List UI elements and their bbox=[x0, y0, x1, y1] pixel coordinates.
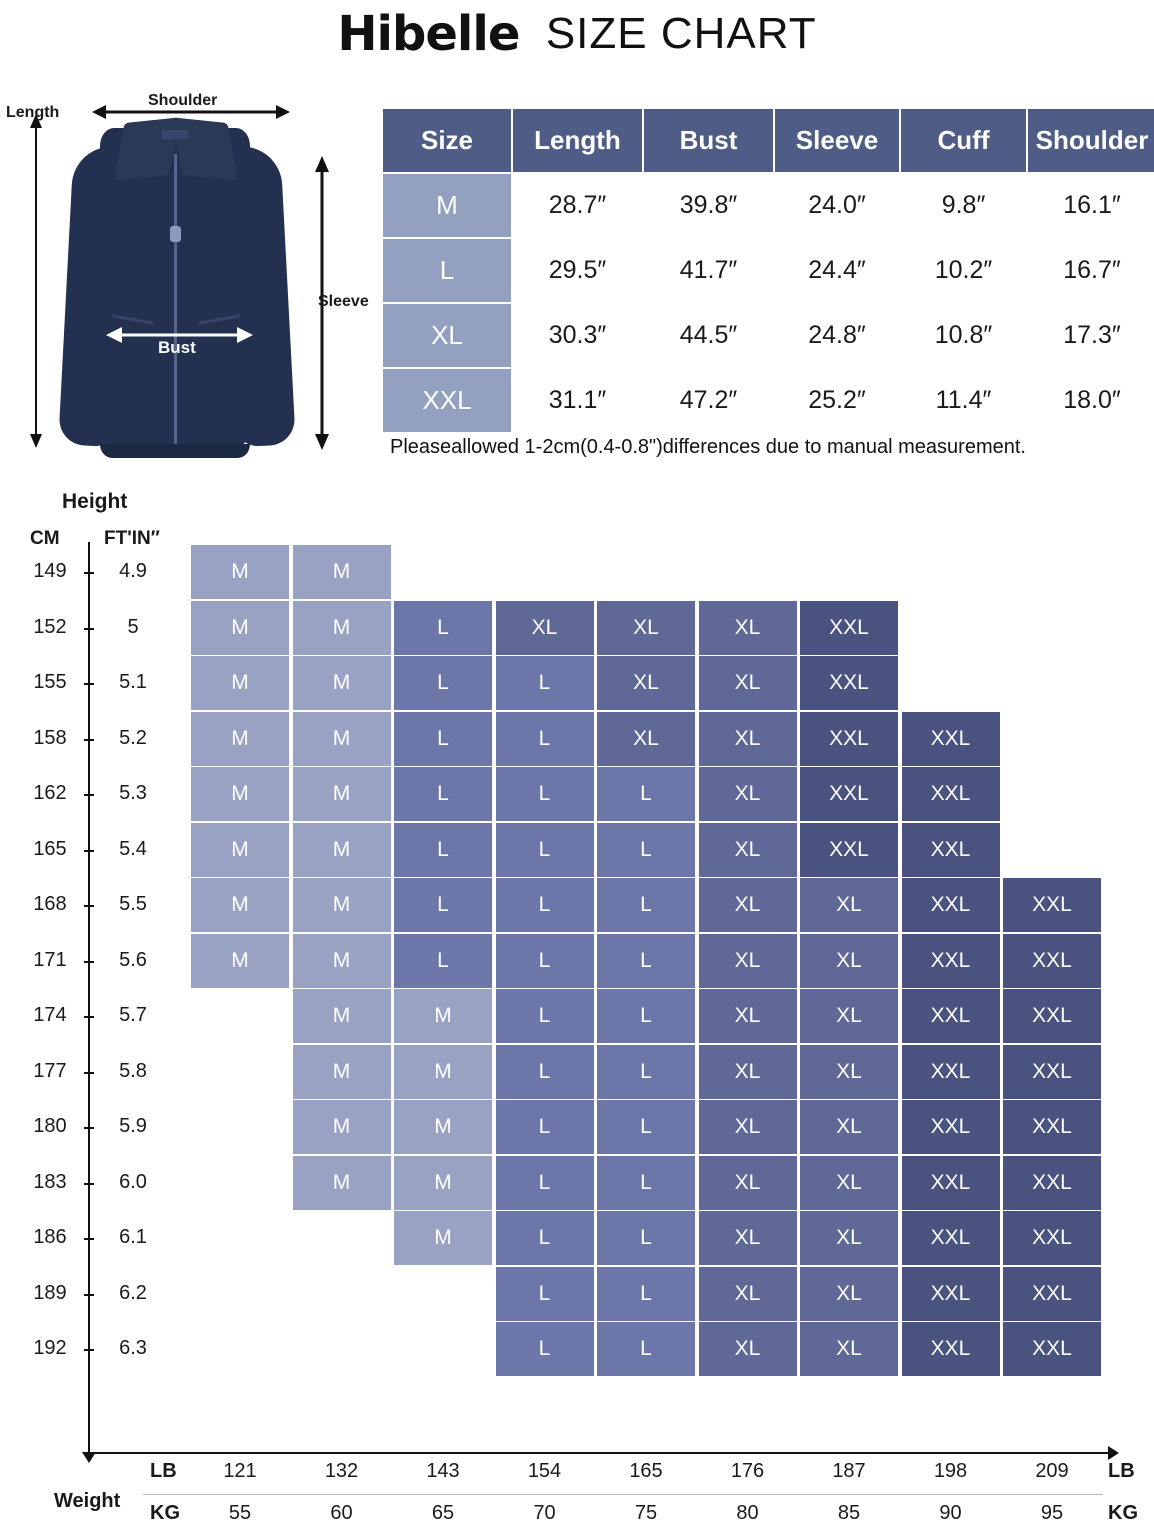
matrix-cell-m: M bbox=[293, 1156, 391, 1210]
kg-tick-label: 75 bbox=[634, 1502, 658, 1524]
lb-tick-label: 176 bbox=[730, 1460, 765, 1482]
cell-cuff: 10.8″ bbox=[900, 303, 1027, 368]
cm-column-header: CM bbox=[30, 528, 60, 549]
matrix-cell-xl: XL bbox=[699, 712, 797, 766]
matrix-cell-m: M bbox=[293, 545, 391, 599]
cm-tick-label: 165 bbox=[33, 837, 67, 860]
lb-tick-label: 165 bbox=[629, 1460, 663, 1482]
lb-tick-label: 132 bbox=[324, 1460, 359, 1482]
height-axis-title: Height bbox=[62, 490, 128, 513]
matrix-cell-xxl: XXL bbox=[1003, 1211, 1101, 1265]
column-header-bust: Bust bbox=[643, 108, 774, 173]
cell-size: L bbox=[382, 238, 512, 303]
matrix-cell-xl: XL bbox=[699, 878, 797, 932]
jacket-graphic bbox=[58, 108, 296, 458]
matrix-cell-l: L bbox=[496, 656, 594, 710]
ftin-column-header: FT'IN″ bbox=[104, 528, 160, 549]
matrix-cell-l: L bbox=[597, 989, 695, 1043]
kg-tick-label: 60 bbox=[330, 1502, 353, 1524]
ftin-tick-label: 5.4 bbox=[119, 837, 147, 860]
matrix-cell-l: L bbox=[597, 1211, 695, 1265]
cell-length: 29.5″ bbox=[512, 238, 643, 303]
garment-illustration bbox=[6, 88, 376, 478]
matrix-cell-xxl: XXL bbox=[800, 823, 898, 877]
cell-sleeve: 24.4″ bbox=[774, 238, 900, 303]
cm-tick-label: 162 bbox=[33, 782, 67, 804]
cell-shoulder: 17.3″ bbox=[1027, 303, 1154, 368]
matrix-cell-xxl: XXL bbox=[902, 934, 1000, 988]
ftin-tick-label: 6.1 bbox=[119, 1226, 147, 1248]
cell-size: XXL bbox=[382, 368, 512, 433]
matrix-cell-l: L bbox=[496, 1211, 594, 1265]
ftin-tick-label: 5.1 bbox=[119, 671, 147, 693]
kg-header-right: KG bbox=[1108, 1502, 1138, 1524]
matrix-cell-xl: XL bbox=[800, 1211, 898, 1265]
length-label: Length bbox=[6, 104, 60, 121]
cm-tick-label: 171 bbox=[33, 948, 67, 971]
axis-tick bbox=[84, 1349, 94, 1351]
matrix-cell-xl: XL bbox=[699, 934, 797, 988]
kg-tick-label: 95 bbox=[1040, 1502, 1064, 1524]
matrix-cell-l: L bbox=[496, 1045, 594, 1099]
matrix-cell-l: L bbox=[597, 1100, 695, 1154]
cell-sleeve: 24.8″ bbox=[774, 303, 900, 368]
matrix-cell-l: L bbox=[597, 1267, 695, 1321]
cell-cuff: 10.2″ bbox=[900, 238, 1027, 303]
matrix-cell-l: L bbox=[394, 823, 492, 877]
column-header-size: Size bbox=[382, 108, 512, 173]
cell-shoulder: 18.0″ bbox=[1027, 368, 1154, 433]
matrix-cell-m: M bbox=[394, 1100, 492, 1154]
matrix-cell-l: L bbox=[394, 934, 492, 988]
table-row bbox=[382, 368, 1154, 433]
axis-tick bbox=[84, 1072, 94, 1074]
table-row bbox=[382, 238, 1154, 303]
cm-tick-label: 189 bbox=[33, 1281, 67, 1304]
matrix-cell-m: M bbox=[191, 656, 289, 710]
matrix-cell-l: L bbox=[496, 989, 594, 1043]
matrix-cell-xxl: XXL bbox=[1003, 1045, 1101, 1099]
axis-tick bbox=[84, 1294, 94, 1296]
ftin-tick-label: 6.3 bbox=[119, 1337, 147, 1359]
matrix-cell-xxl: XXL bbox=[1003, 1100, 1101, 1154]
ftin-tick-label: 5 bbox=[127, 615, 139, 638]
matrix-cell-xl: XL bbox=[699, 1045, 797, 1099]
kg-tick-label: 65 bbox=[431, 1502, 455, 1524]
matrix-cell-xl: XL bbox=[699, 823, 797, 877]
matrix-cell-l: L bbox=[496, 1322, 594, 1376]
matrix-cell-l: L bbox=[496, 878, 594, 932]
bust-label: Bust bbox=[158, 338, 196, 357]
cm-tick-label: 186 bbox=[33, 1226, 67, 1248]
ftin-tick-label: 6.0 bbox=[119, 1170, 147, 1193]
kg-tick-label: 70 bbox=[533, 1502, 556, 1524]
matrix-cell-xl: XL bbox=[800, 1156, 898, 1210]
matrix-cell-l: L bbox=[597, 934, 695, 988]
cm-tick-label: 192 bbox=[33, 1337, 67, 1359]
matrix-cell-xl: XL bbox=[800, 878, 898, 932]
matrix-cell-xl: XL bbox=[800, 1045, 898, 1099]
vertical-axis bbox=[88, 542, 90, 1452]
matrix-cell-xl: XL bbox=[597, 656, 695, 710]
matrix-cell-l: L bbox=[597, 767, 695, 821]
matrix-cell-m: M bbox=[191, 878, 289, 932]
matrix-cell-xxl: XXL bbox=[902, 823, 1000, 877]
matrix-cell-xl: XL bbox=[496, 601, 594, 655]
page-title: SIZE CHART bbox=[545, 9, 817, 58]
matrix-cell-m: M bbox=[293, 601, 391, 655]
cell-cuff: 9.8″ bbox=[900, 173, 1027, 238]
cm-tick-label: 177 bbox=[33, 1059, 67, 1082]
matrix-cell-xxl: XXL bbox=[1003, 1156, 1101, 1210]
matrix-cell-xxl: XXL bbox=[902, 1211, 1000, 1265]
matrix-cell-l: L bbox=[597, 878, 695, 932]
ftin-tick-label: 4.9 bbox=[119, 560, 147, 582]
column-header-sleeve: Sleeve bbox=[774, 108, 900, 173]
matrix-cell-l: L bbox=[597, 1045, 695, 1099]
matrix-cell-m: M bbox=[394, 1156, 492, 1210]
cell-shoulder: 16.1″ bbox=[1027, 173, 1154, 238]
cm-tick-label: 183 bbox=[33, 1170, 67, 1193]
matrix-cell-m: M bbox=[191, 767, 289, 821]
matrix-cell-m: M bbox=[191, 712, 289, 766]
matrix-cell-l: L bbox=[597, 823, 695, 877]
axis-tick bbox=[84, 572, 94, 574]
matrix-cell-xl: XL bbox=[699, 989, 797, 1043]
matrix-cell-xxl: XXL bbox=[902, 878, 1000, 932]
ftin-tick-label: 5.9 bbox=[119, 1115, 147, 1137]
matrix-cell-xxl: XXL bbox=[1003, 1322, 1101, 1376]
kg-tick-label: 90 bbox=[939, 1502, 962, 1524]
table-row bbox=[382, 303, 1154, 368]
cell-bust: 44.5″ bbox=[643, 303, 774, 368]
measurement-note: Pleaseallowed 1-2cm(0.4-0.8")differences due to manual measurement. bbox=[390, 436, 1026, 458]
matrix-cell-m: M bbox=[293, 656, 391, 710]
matrix-cell-l: L bbox=[394, 656, 492, 710]
axis-tick bbox=[84, 1016, 94, 1018]
cm-tick-label: 149 bbox=[33, 560, 67, 582]
matrix-cell-m: M bbox=[293, 878, 391, 932]
cell-sleeve: 24.0″ bbox=[774, 173, 900, 238]
axis-tick bbox=[84, 961, 94, 963]
lb-tick-label: 187 bbox=[832, 1460, 866, 1482]
matrix-cell-m: M bbox=[394, 1045, 492, 1099]
matrix-cell-m: M bbox=[191, 545, 289, 599]
brand-logo: Hibelle bbox=[337, 6, 520, 62]
column-header-cuff: Cuff bbox=[900, 108, 1027, 173]
cm-tick-label: 168 bbox=[33, 893, 67, 915]
matrix-cell-m: M bbox=[394, 989, 492, 1043]
matrix-cell-xl: XL bbox=[800, 1322, 898, 1376]
height-weight-matrix bbox=[0, 490, 1154, 1524]
lb-tick-label: 143 bbox=[426, 1460, 460, 1482]
size-table bbox=[381, 107, 1154, 434]
cell-length: 31.1″ bbox=[512, 368, 643, 433]
axis-tick bbox=[84, 628, 94, 630]
axis-tick bbox=[84, 739, 94, 741]
matrix-cell-xl: XL bbox=[699, 1100, 797, 1154]
matrix-cell-xxl: XXL bbox=[1003, 1267, 1101, 1321]
lb-header-left: LB bbox=[150, 1460, 177, 1482]
lb-tick-label: 209 bbox=[1035, 1460, 1069, 1482]
ftin-tick-label: 5.8 bbox=[119, 1059, 147, 1082]
matrix-cell-xxl: XXL bbox=[902, 1100, 1000, 1154]
cell-length: 28.7″ bbox=[512, 173, 643, 238]
cell-size: M bbox=[382, 173, 512, 238]
matrix-cell-l: L bbox=[394, 712, 492, 766]
matrix-cell-l: L bbox=[496, 823, 594, 877]
matrix-cell-xxl: XXL bbox=[902, 1156, 1000, 1210]
matrix-cell-l: L bbox=[394, 767, 492, 821]
ftin-tick-label: 5.6 bbox=[119, 948, 147, 971]
matrix-cell-m: M bbox=[394, 1211, 492, 1265]
matrix-cell-xl: XL bbox=[800, 1100, 898, 1154]
matrix-cell-xxl: XXL bbox=[902, 1045, 1000, 1099]
cell-bust: 39.8″ bbox=[643, 173, 774, 238]
matrix-cell-xl: XL bbox=[699, 1211, 797, 1265]
matrix-cell-l: L bbox=[496, 712, 594, 766]
cell-shoulder: 16.7″ bbox=[1027, 238, 1154, 303]
matrix-cell-xxl: XXL bbox=[902, 1322, 1000, 1376]
axis-tick bbox=[84, 1238, 94, 1240]
matrix-cell-xxl: XXL bbox=[902, 989, 1000, 1043]
matrix-cell-xl: XL bbox=[597, 601, 695, 655]
table-header-row bbox=[382, 108, 1154, 173]
cell-size: XL bbox=[382, 303, 512, 368]
cell-sleeve: 25.2″ bbox=[774, 368, 900, 433]
matrix-cell-m: M bbox=[293, 823, 391, 877]
shoulder-label: Shoulder bbox=[148, 92, 218, 109]
sleeve-label: Sleeve bbox=[318, 293, 369, 310]
cm-tick-label: 155 bbox=[33, 671, 67, 693]
axis-tick bbox=[84, 1127, 94, 1129]
ftin-tick-label: 6.2 bbox=[119, 1281, 147, 1304]
lb-tick-label: 154 bbox=[527, 1460, 562, 1482]
matrix-cell-l: L bbox=[496, 767, 594, 821]
axis-tick bbox=[84, 683, 94, 685]
matrix-cell-xxl: XXL bbox=[902, 1267, 1000, 1321]
matrix-cell-xl: XL bbox=[699, 656, 797, 710]
cell-cuff: 11.4″ bbox=[900, 368, 1027, 433]
matrix-cell-xl: XL bbox=[800, 934, 898, 988]
lb-tick-label: 121 bbox=[223, 1460, 257, 1482]
matrix-cell-m: M bbox=[191, 934, 289, 988]
axis-tick bbox=[84, 794, 94, 796]
matrix-cell-xxl: XXL bbox=[1003, 934, 1101, 988]
axis-divider bbox=[143, 1494, 1103, 1495]
matrix-cell-m: M bbox=[191, 601, 289, 655]
horizontal-axis bbox=[88, 1452, 1110, 1454]
matrix-cell-l: L bbox=[597, 1156, 695, 1210]
kg-tick-label: 80 bbox=[736, 1502, 759, 1524]
matrix-cell-xl: XL bbox=[699, 767, 797, 821]
matrix-cell-l: L bbox=[496, 934, 594, 988]
matrix-cell-m: M bbox=[293, 1045, 391, 1099]
matrix-cell-xxl: XXL bbox=[1003, 989, 1101, 1043]
ftin-tick-label: 5.5 bbox=[119, 893, 147, 915]
matrix-cell-xl: XL bbox=[699, 1156, 797, 1210]
kg-tick-label: 55 bbox=[228, 1502, 252, 1524]
kg-header-left: KG bbox=[150, 1502, 180, 1524]
axis-tick bbox=[84, 850, 94, 852]
matrix-cell-xl: XL bbox=[699, 1322, 797, 1376]
cell-bust: 41.7″ bbox=[643, 238, 774, 303]
table-row bbox=[382, 173, 1154, 238]
matrix-cell-l: L bbox=[496, 1100, 594, 1154]
matrix-cell-xxl: XXL bbox=[1003, 878, 1101, 932]
matrix-cell-xl: XL bbox=[800, 989, 898, 1043]
ftin-tick-label: 5.2 bbox=[119, 726, 147, 749]
matrix-cell-m: M bbox=[293, 1100, 391, 1154]
matrix-cell-m: M bbox=[191, 823, 289, 877]
matrix-cell-xl: XL bbox=[597, 712, 695, 766]
cm-tick-label: 180 bbox=[33, 1115, 67, 1137]
matrix-cell-l: L bbox=[394, 878, 492, 932]
matrix-cell-xl: XL bbox=[699, 601, 797, 655]
matrix-cell-l: L bbox=[496, 1267, 594, 1321]
cell-length: 30.3″ bbox=[512, 303, 643, 368]
matrix-cell-xxl: XXL bbox=[800, 767, 898, 821]
axis-tick bbox=[84, 1183, 94, 1185]
matrix-cell-l: L bbox=[394, 601, 492, 655]
matrix-cell-m: M bbox=[293, 934, 391, 988]
matrix-cell-xxl: XXL bbox=[800, 712, 898, 766]
matrix-cell-m: M bbox=[293, 712, 391, 766]
lb-tick-label: 198 bbox=[933, 1460, 968, 1482]
matrix-cell-m: M bbox=[293, 767, 391, 821]
column-header-shoulder: Shoulder bbox=[1027, 108, 1154, 173]
weight-axis-title: Weight bbox=[54, 1490, 121, 1512]
matrix-cell-l: L bbox=[496, 1156, 594, 1210]
matrix-cell-xl: XL bbox=[800, 1267, 898, 1321]
matrix-cell-m: M bbox=[293, 989, 391, 1043]
matrix-cell-xxl: XXL bbox=[902, 712, 1000, 766]
matrix-cell-xxl: XXL bbox=[902, 767, 1000, 821]
lb-header-right: LB bbox=[1108, 1460, 1135, 1482]
matrix-cell-l: L bbox=[597, 1322, 695, 1376]
cm-tick-label: 152 bbox=[33, 615, 67, 638]
axis-tick bbox=[84, 905, 94, 907]
cm-tick-label: 158 bbox=[33, 726, 67, 749]
matrix-cell-xl: XL bbox=[699, 1267, 797, 1321]
ftin-tick-label: 5.3 bbox=[119, 782, 147, 804]
page-header bbox=[0, 6, 1154, 62]
kg-tick-label: 85 bbox=[837, 1502, 861, 1524]
cell-bust: 47.2″ bbox=[643, 368, 774, 433]
ftin-tick-label: 5.7 bbox=[119, 1004, 147, 1026]
matrix-cell-xxl: XXL bbox=[800, 601, 898, 655]
cm-tick-label: 174 bbox=[33, 1004, 67, 1026]
matrix-cell-xxl: XXL bbox=[800, 656, 898, 710]
column-header-length: Length bbox=[512, 108, 643, 173]
horizontal-axis-arrow-icon bbox=[1108, 1446, 1119, 1460]
